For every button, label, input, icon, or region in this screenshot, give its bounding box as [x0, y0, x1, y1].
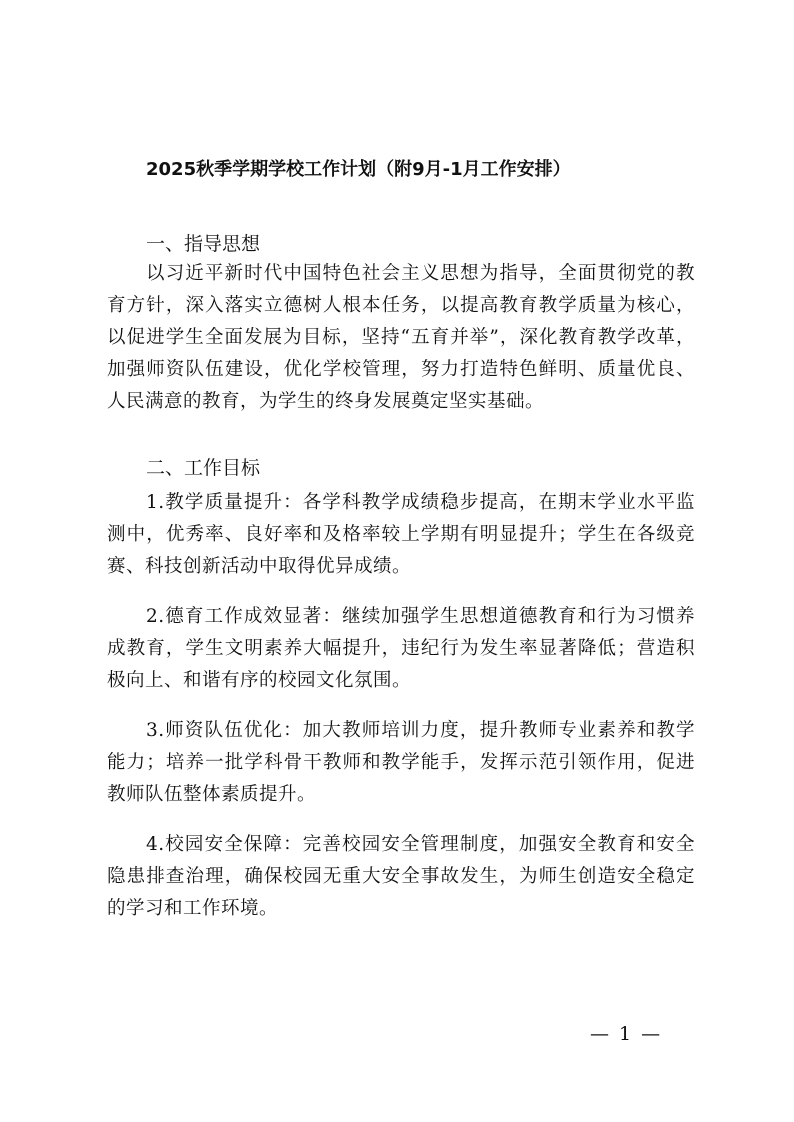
- goal-paragraph-moral-education: 2.德育工作成效显著：继续加强学生思想道德教育和行为习惯养成教育，学生文明素养大幅提升，违纪行为发生率显著降低；营造积极向上、和谐有序的校园文化氛围。: [107, 606, 695, 691]
- section-heading-guiding-ideology: 一、指导思想: [146, 233, 261, 255]
- page-number: — 1 —: [590, 1023, 663, 1045]
- goal-paragraph-teacher-team: 3.师资队伍优化：加大教师培训力度，提升教师专业素养和教学能力；培养一批学科骨干教师和教学能手，发挥示范引领作用，促进教师队伍整体素质提升。: [107, 720, 695, 805]
- goal-paragraph-campus-safety: 4.校园安全保障：完善校园安全管理制度，加强安全教育和安全隐患排查治理，确保校园无重大安全事故发生，为师生创造安全稳定的学习和工作环境。: [107, 834, 695, 919]
- goal-paragraph-teaching-quality: 1.教学质量提升：各学科教学成绩稳步提高，在期末学业水平监测中，优秀率、良好率和及格率较上学期有明显提升；学生在各级竞赛、科技创新活动中取得优异成绩。: [107, 492, 695, 577]
- section-heading-work-goals: 二、工作目标: [146, 457, 261, 479]
- guiding-ideology-paragraph: 以习近平新时代中国特色社会主义思想为指导，全面贯彻党的教育方针，深入落实立德树人根本任务，以提高教育教学质量为核心，以促进学生全面发展为目标，坚持“五育并举”，深化教育教学改革，加强师资队伍建设，优化学校管理，努力打造特色鲜明、质量优良、人民满意的教育，为学生的终身发展奠定坚实基础。: [107, 263, 695, 412]
- document-title: 2025秋季学期学校工作计划（附9月-1月工作安排）: [146, 159, 571, 180]
